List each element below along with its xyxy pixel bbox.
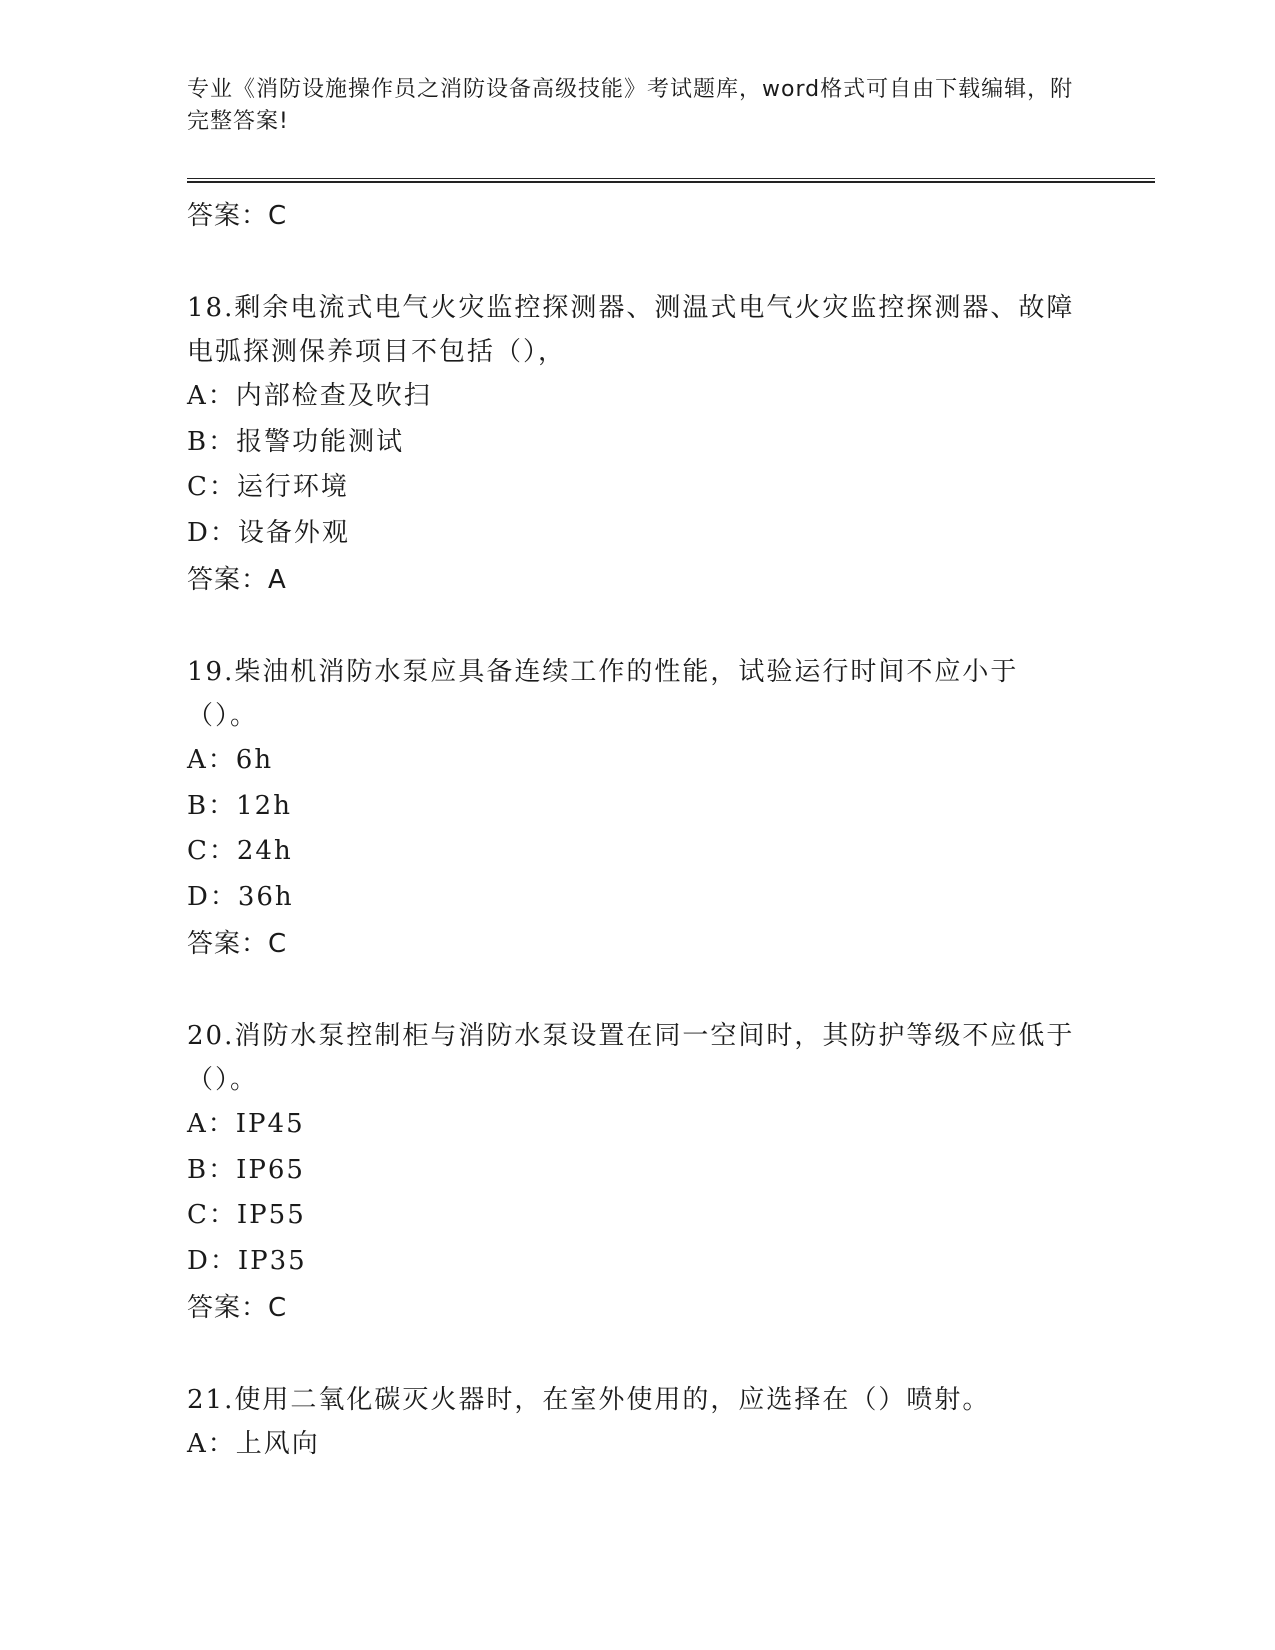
- option-a: A：IP45: [187, 1109, 305, 1139]
- header-rule-thin: [187, 178, 1155, 179]
- option-a: A：上风向: [187, 1429, 320, 1459]
- option-b: B：12h: [187, 790, 292, 821]
- option-d: D：IP35: [187, 1245, 307, 1276]
- question-21: [187, 1378, 1087, 1468]
- page-header: 专业《消防设施操作员之消防设备高级技能》考试题库，word格式可自由下载编辑，附完整答案!: [187, 77, 1074, 134]
- answer-line: 答案：C: [187, 1293, 288, 1323]
- answer-line: 答案：C: [187, 201, 288, 231]
- question-stem: 18.剩余电流式电气火灾监控探测器、测温式电气火灾监控探测器、故障电弧探测保养项目不包括（），: [187, 293, 1075, 367]
- answer-line: 答案：A: [187, 565, 287, 595]
- answer-line: 答案：C: [187, 929, 288, 959]
- question-20: [187, 1014, 1087, 1328]
- option-d: D：36h: [187, 881, 294, 912]
- question-stem: 19.柴油机消防水泵应具备连续工作的性能，试验运行时间不应小于（）。: [187, 657, 1019, 731]
- option-a: A：6h: [187, 745, 274, 775]
- option-b: B：报警功能测试: [187, 426, 405, 457]
- header-rule-thick: [187, 181, 1155, 183]
- option-a: A：内部检查及吹扫: [187, 381, 432, 411]
- document-body: [187, 192, 1087, 1468]
- question-stem: 20.消防水泵控制柜与消防水泵设置在同一空间时，其防护等级不应低于（）。: [187, 1021, 1075, 1095]
- option-c: C：运行环境: [187, 472, 349, 502]
- question-18: [187, 286, 1087, 600]
- option-c: C：IP55: [187, 1200, 306, 1230]
- question-stem: 21.使用二氧化碳灭火器时，在室外使用的，应选择在（）喷射。: [187, 1385, 991, 1415]
- option-d: D：设备外观: [187, 517, 350, 548]
- option-b: B：IP65: [187, 1154, 305, 1185]
- question-19: [187, 650, 1087, 964]
- option-c: C：24h: [187, 836, 293, 866]
